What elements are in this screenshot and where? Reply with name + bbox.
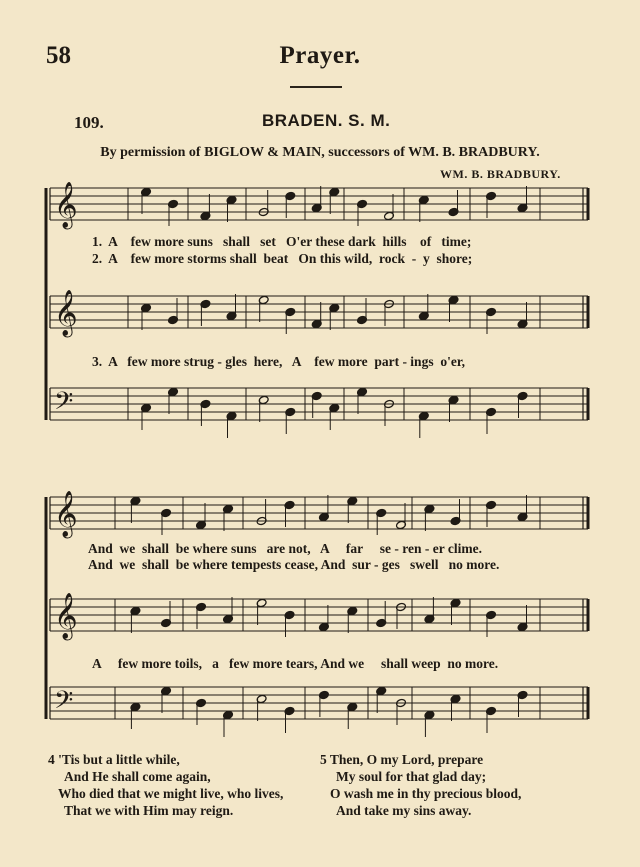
stanza-5 xyxy=(320,751,521,819)
bass-clef: 𝄢 xyxy=(54,686,74,721)
lyric-line-verse-2: And we shall be where tempests cease, And sur - ges swell no more. xyxy=(88,557,500,572)
treble-clef: 𝄞 xyxy=(54,290,78,336)
stanza-line: And take my sins away. xyxy=(336,803,472,818)
tune-name: BRADEN. S. M. xyxy=(262,111,391,130)
stanza-line xyxy=(48,751,283,768)
stanza-line: My soul for that glad day; xyxy=(336,769,487,784)
treble-clef: 𝄞 xyxy=(54,593,78,639)
composer-credit: WM. B. BRADBURY. xyxy=(440,167,561,181)
page-number: 58 xyxy=(46,42,71,69)
permission-credit: By permission of BIGLOW & MAIN, successors of WM. B. BRADBURY. xyxy=(100,145,540,160)
treble-clef: 𝄞 xyxy=(54,491,78,537)
lyric-line-verse-1: And we shall be where suns are not, A far se - ren - er clime. xyxy=(88,541,482,556)
stanza-line-text: 'Tis but a little while, xyxy=(58,752,180,767)
page-heading: Prayer. xyxy=(279,42,361,69)
lyric-line-verse-1: 1. A few more suns shall set O'er these dark hills of time; xyxy=(92,234,472,249)
stanza-line: And He shall come again, xyxy=(64,769,211,784)
stanza-number: 4 xyxy=(48,752,55,767)
stanza-line: O wash me in thy precious blood, xyxy=(330,786,522,801)
stanza-line: That we with Him may reign. xyxy=(64,803,234,818)
lyric-line-verse-3: A few more toils, a few more tears, And we shall weep no more. xyxy=(92,656,499,671)
stanza-line: Who died that we might live, who lives, xyxy=(58,786,284,801)
lyric-line-verse-2: 2. A few more storms shall beat On this wild, rock - y shore; xyxy=(92,251,473,266)
stanza-number: 5 xyxy=(320,752,327,767)
bass-clef: 𝄢 xyxy=(54,387,74,422)
stanza-4 xyxy=(48,751,283,819)
treble-clef: 𝄞 xyxy=(54,182,78,228)
stanza-line-text: Then, O my Lord, prepare xyxy=(329,752,484,767)
lyric-line-verse-3: 3. A few more strug - gles here, A few more part - ings o'er, xyxy=(92,354,465,369)
stanza-line xyxy=(320,751,521,768)
hymn-number: 109. xyxy=(74,113,104,132)
